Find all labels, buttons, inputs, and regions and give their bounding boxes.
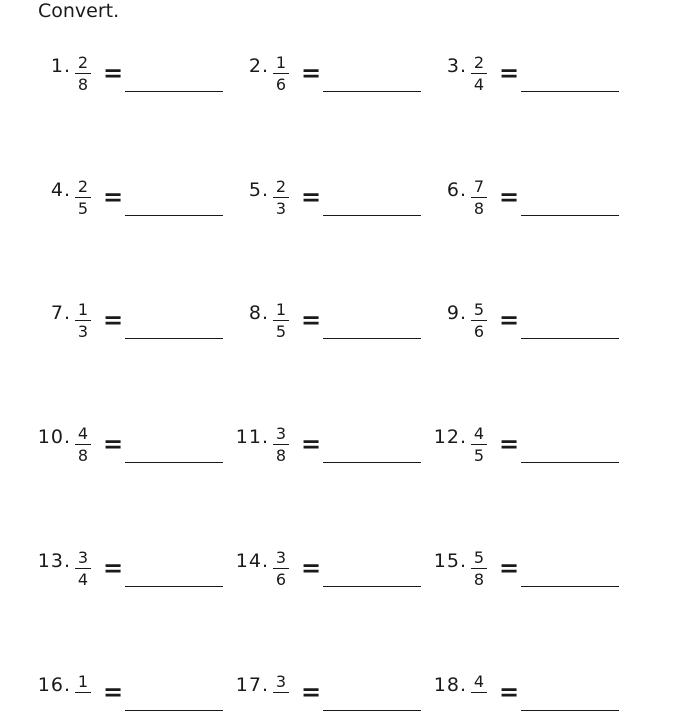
problem-number: 9. — [446, 302, 467, 324]
problem-number: 12. — [433, 426, 467, 448]
equals-sign: = — [103, 678, 124, 706]
problem-number: 14. — [235, 550, 269, 572]
equals-sign: = — [301, 678, 322, 706]
problem-item — [37, 293, 237, 353]
fraction — [471, 301, 487, 341]
problem-number: 15. — [433, 550, 467, 572]
answer-blank[interactable] — [323, 215, 421, 216]
answer-blank[interactable] — [521, 462, 619, 463]
problem-item — [433, 541, 633, 601]
fraction-numerator: 1 — [275, 300, 287, 319]
fraction-numerator: 1 — [77, 300, 89, 319]
equals-sign: = — [301, 59, 322, 87]
answer-blank[interactable] — [323, 91, 421, 92]
equals-sign: = — [103, 554, 124, 582]
fraction-denominator — [471, 695, 487, 713]
problem-number: 11. — [235, 426, 269, 448]
fraction-denominator — [75, 695, 91, 713]
problem-number: 10. — [37, 426, 71, 448]
fraction-denominator: 3 — [275, 199, 287, 218]
equals-sign: = — [103, 306, 124, 334]
fraction-bar — [273, 444, 289, 445]
equals-sign: = — [301, 554, 322, 582]
answer-blank[interactable] — [521, 215, 619, 216]
problem-item — [235, 46, 435, 106]
problem-number: 2. — [248, 55, 269, 77]
answer-blank[interactable] — [521, 338, 619, 339]
fraction-bar — [273, 73, 289, 74]
fraction — [75, 673, 91, 713]
fraction-bar — [75, 444, 91, 445]
equals-sign: = — [499, 306, 520, 334]
fraction-denominator: 8 — [275, 446, 287, 465]
fraction-numerator: 3 — [275, 424, 287, 443]
problem-item — [433, 665, 633, 725]
fraction-denominator: 5 — [473, 446, 485, 465]
problem-item — [433, 293, 633, 353]
fraction-bar — [471, 197, 487, 198]
answer-blank[interactable] — [521, 586, 619, 587]
fraction-denominator: 6 — [473, 322, 485, 341]
problem-number: 4. — [50, 179, 71, 201]
fraction — [273, 673, 289, 713]
answer-blank[interactable] — [521, 91, 619, 92]
problem-item — [37, 170, 237, 230]
fraction-numerator: 3 — [275, 672, 287, 691]
fraction — [75, 178, 91, 218]
fraction-numerator: 5 — [473, 548, 485, 567]
fraction — [75, 425, 91, 465]
fraction-denominator: 3 — [77, 322, 89, 341]
problem-item — [235, 541, 435, 601]
answer-blank[interactable] — [125, 338, 223, 339]
fraction-numerator: 5 — [473, 300, 485, 319]
equals-sign: = — [103, 430, 124, 458]
problem-number: 16. — [37, 674, 71, 696]
problem-number: 1. — [50, 55, 71, 77]
fraction-denominator: 4 — [77, 570, 89, 589]
equals-sign: = — [499, 554, 520, 582]
problem-item — [433, 46, 633, 106]
fraction — [471, 178, 487, 218]
problem-item — [433, 417, 633, 477]
problem-number: 18. — [433, 674, 467, 696]
fraction-numerator: 4 — [473, 672, 485, 691]
answer-blank[interactable] — [323, 710, 421, 711]
fraction — [273, 425, 289, 465]
fraction-denominator: 4 — [473, 75, 485, 94]
fraction-bar — [471, 568, 487, 569]
fraction — [471, 549, 487, 589]
problem-item — [37, 46, 237, 106]
fraction-bar — [273, 320, 289, 321]
fraction — [75, 301, 91, 341]
fraction — [471, 425, 487, 465]
fraction-bar — [471, 73, 487, 74]
problem-item — [37, 417, 237, 477]
equals-sign: = — [499, 59, 520, 87]
fraction-numerator: 2 — [77, 53, 89, 72]
fraction-denominator: 6 — [275, 75, 287, 94]
answer-blank[interactable] — [125, 710, 223, 711]
problem-item — [37, 665, 237, 725]
answer-blank[interactable] — [125, 215, 223, 216]
instruction-text: Convert. — [38, 0, 120, 22]
fraction-numerator: 2 — [473, 53, 485, 72]
fraction-bar — [75, 692, 91, 693]
fraction — [273, 54, 289, 94]
fraction-numerator: 3 — [77, 548, 89, 567]
fraction — [273, 301, 289, 341]
equals-sign: = — [499, 678, 520, 706]
equals-sign: = — [301, 183, 322, 211]
problem-item — [235, 170, 435, 230]
problem-number: 17. — [235, 674, 269, 696]
fraction — [471, 54, 487, 94]
equals-sign: = — [301, 306, 322, 334]
fraction-bar — [75, 320, 91, 321]
fraction-numerator: 4 — [473, 424, 485, 443]
fraction — [75, 54, 91, 94]
fraction-bar — [471, 692, 487, 693]
equals-sign: = — [103, 183, 124, 211]
fraction-denominator: 8 — [473, 570, 485, 589]
problem-number: 13. — [37, 550, 71, 572]
equals-sign: = — [499, 183, 520, 211]
fraction — [471, 673, 487, 713]
fraction-bar — [471, 444, 487, 445]
fraction-denominator: 5 — [275, 322, 287, 341]
problem-item — [235, 665, 435, 725]
fraction — [75, 549, 91, 589]
fraction-bar — [273, 197, 289, 198]
fraction-bar — [75, 73, 91, 74]
equals-sign: = — [103, 59, 124, 87]
fraction-denominator: 8 — [77, 75, 89, 94]
answer-blank[interactable] — [125, 586, 223, 587]
problem-number: 6. — [446, 179, 467, 201]
problem-number: 7. — [50, 302, 71, 324]
problem-number: 8. — [248, 302, 269, 324]
answer-blank[interactable] — [521, 710, 619, 711]
fraction-numerator: 2 — [77, 177, 89, 196]
equals-sign: = — [301, 430, 322, 458]
answer-blank[interactable] — [125, 462, 223, 463]
answer-blank[interactable] — [323, 462, 421, 463]
fraction-denominator — [273, 695, 289, 713]
fraction-bar — [273, 568, 289, 569]
fraction-numerator: 7 — [473, 177, 485, 196]
answer-blank[interactable] — [323, 586, 421, 587]
problem-number: 5. — [248, 179, 269, 201]
problem-item — [235, 293, 435, 353]
answer-blank[interactable] — [323, 338, 421, 339]
answer-blank[interactable] — [125, 91, 223, 92]
fraction-numerator: 1 — [77, 672, 89, 691]
fraction-bar — [471, 320, 487, 321]
fraction — [273, 549, 289, 589]
fraction-denominator: 6 — [275, 570, 287, 589]
fraction — [273, 178, 289, 218]
fraction-bar — [75, 568, 91, 569]
problem-item — [235, 417, 435, 477]
problem-item — [37, 541, 237, 601]
fraction-bar — [75, 197, 91, 198]
fraction-bar — [273, 692, 289, 693]
equals-sign: = — [499, 430, 520, 458]
fraction-numerator: 1 — [275, 53, 287, 72]
fraction-denominator: 5 — [77, 199, 89, 218]
fraction-numerator: 2 — [275, 177, 287, 196]
problem-item — [433, 170, 633, 230]
fraction-denominator: 8 — [77, 446, 89, 465]
fraction-numerator: 4 — [77, 424, 89, 443]
fraction-numerator: 3 — [275, 548, 287, 567]
fraction-denominator: 8 — [473, 199, 485, 218]
problem-number: 3. — [446, 55, 467, 77]
